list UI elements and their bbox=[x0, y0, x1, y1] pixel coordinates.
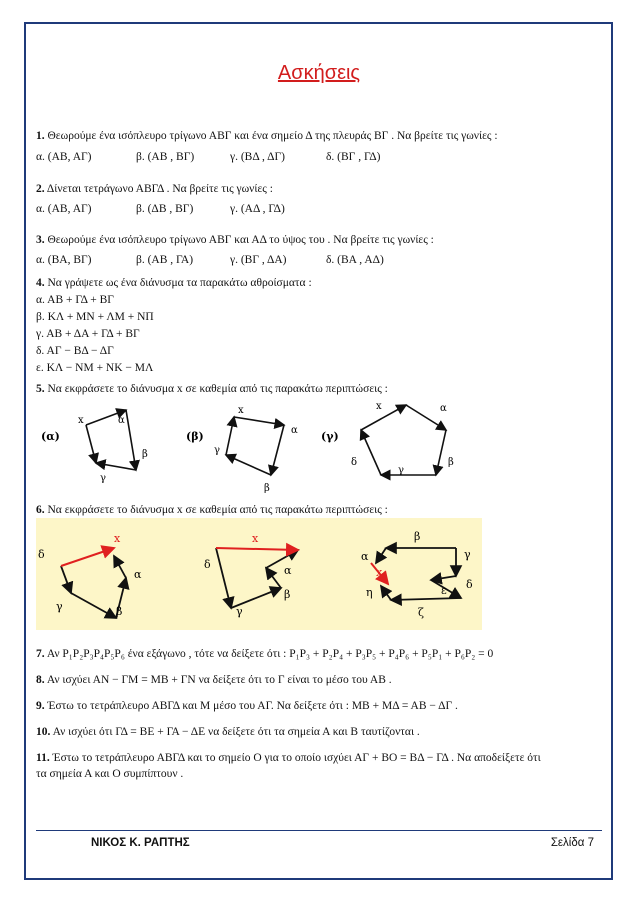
label-gamma: γ bbox=[56, 600, 63, 613]
sum-item: δ. ΑΓ − ΒΔ − ΔΓ bbox=[36, 345, 114, 357]
exercise-number: 5. bbox=[36, 383, 45, 395]
label-gamma: γ bbox=[100, 473, 106, 484]
exercise-text: Να εκφράσετε το διάνυσμα x σε καθεμία από τις παρακάτω περιπτώσεις : bbox=[47, 383, 388, 395]
figure-label-b: (β) bbox=[186, 430, 204, 443]
figure-6c bbox=[376, 548, 461, 600]
figure-a bbox=[86, 410, 136, 470]
label-delta: δ bbox=[466, 578, 473, 591]
item: α. (ΒΑ, ΒΓ) bbox=[36, 254, 92, 266]
footer-page-number: Σελίδα 7 bbox=[550, 837, 594, 849]
label-alpha: α bbox=[118, 415, 125, 426]
exercise-number: 7. bbox=[36, 648, 45, 660]
page-footer bbox=[36, 830, 602, 851]
exercise-5 bbox=[36, 382, 388, 396]
item: α. (ΑΒ, ΑΓ) bbox=[36, 151, 92, 163]
exercise-1 bbox=[36, 129, 498, 143]
label-epsilon: ε bbox=[441, 584, 447, 597]
exercise-3 bbox=[36, 233, 434, 247]
label-x: x bbox=[78, 415, 84, 426]
exercise-number: 10. bbox=[36, 726, 51, 738]
exercise-5-figures bbox=[36, 395, 496, 495]
exercise-6-figures bbox=[36, 518, 482, 630]
item: γ. (ΑΔ , ΓΔ) bbox=[230, 203, 285, 215]
item: β. (ΔΒ , ΒΓ) bbox=[136, 203, 194, 215]
label-beta: β bbox=[116, 605, 123, 618]
exercise-number: 2. bbox=[36, 183, 45, 195]
label-alpha: α bbox=[440, 403, 447, 414]
label-x: x bbox=[376, 566, 383, 579]
exercise-text: Έστω το τετράπλευρο ΑΒΓΔ και το σημείο Ο για το οποίο ισχύει ΑΓ + ΒΟ = ΒΔ − ΓΔ . Να αποδείξετε ότι bbox=[52, 752, 541, 764]
item: δ. (ΒΑ , ΑΔ) bbox=[326, 254, 384, 266]
item: γ. (ΒΓ , ΔΑ) bbox=[230, 254, 287, 266]
label-gamma: γ bbox=[236, 605, 243, 618]
item: β. (ΑΒ , ΓΑ) bbox=[136, 254, 194, 266]
label-x: x bbox=[114, 532, 121, 545]
exercise-number: 9. bbox=[36, 700, 45, 712]
footer-author: ΝΙΚΟΣ Κ. ΡΑΠΤΗΣ bbox=[91, 837, 190, 849]
exercise-7 bbox=[36, 647, 493, 661]
label-alpha: α bbox=[361, 550, 369, 563]
exercise-number: 6. bbox=[36, 504, 45, 516]
exercise-text: Έστω το τετράπλευρο ΑΒΓΔ και Μ μέσο του ΑΓ. Να δείξετε ότι : ΜΒ + ΜΔ = ΑΒ − ΔΓ . bbox=[47, 700, 458, 712]
sum-item: β. ΚΛ + ΜΝ + ΛΜ + ΝΠ bbox=[36, 311, 154, 323]
exercise-9 bbox=[36, 699, 458, 713]
label-beta: β bbox=[414, 530, 421, 543]
exercise-text: Αν ισχύει ΑΝ − ΓΜ = ΜΒ + ΓΝ να δείξετε ότι το Γ είναι το μέσο του ΑΒ . bbox=[46, 674, 392, 686]
sum-item: ε. ΚΛ − ΝΜ + ΝΚ − ΜΛ bbox=[36, 362, 154, 374]
exercise-text: Να γράψετε ως ένα διάνυσμα τα παρακάτω αθροίσματα : bbox=[47, 277, 312, 289]
label-delta: δ bbox=[204, 558, 211, 571]
exercise-number: 11. bbox=[36, 752, 50, 764]
red-vector-x bbox=[61, 548, 114, 566]
sum-item: α. ΑΒ + ΓΔ + ΒΓ bbox=[36, 294, 114, 306]
exercise-text: Θεωρούμε ένα ισόπλευρο τρίγωνο ΑΒΓ και ένα σημείο Δ της πλευράς ΒΓ . Να βρείτε τις γωνίες : bbox=[47, 130, 498, 142]
item: γ. (ΒΔ , ΔΓ) bbox=[230, 151, 285, 163]
exercise-10 bbox=[36, 725, 420, 739]
exercise-text: Να εκφράσετε το διάνυσμα x σε καθεμία από τις παρακάτω περιπτώσεις : bbox=[47, 504, 388, 516]
exercise-8 bbox=[36, 673, 392, 687]
item: β. (ΑΒ , ΒΓ) bbox=[136, 151, 195, 163]
label-beta: β bbox=[142, 449, 148, 460]
label-gamma: γ bbox=[398, 465, 404, 476]
label-alpha: α bbox=[134, 568, 142, 581]
label-beta: β bbox=[448, 457, 454, 468]
label-beta: β bbox=[284, 588, 291, 601]
label-x: x bbox=[252, 532, 259, 545]
label-x: x bbox=[238, 405, 244, 416]
exercise-4 bbox=[36, 276, 312, 290]
figure-label-a: (α) bbox=[41, 430, 60, 443]
exercise-text: Αν Ρ₁Ρ₂Ρ₃Ρ₄Ρ₅Ρ₆ ένα εξάγωνο , τότε να δείξετε ότι : Ρ₁Ρ₃ + Ρ₂Ρ₄ + Ρ₃Ρ₅ + Ρ₄Ρ₆ + Ρ₅Ρ₁ + Ρ₆Ρ₂ = 0 bbox=[46, 648, 494, 660]
exercise-text: Θεωρούμε ένα ισόπλευρο τρίγωνο ΑΒΓ και ΑΔ το ύψος του . Να βρείτε τις γωνίες : bbox=[47, 234, 434, 246]
label-delta: δ bbox=[38, 548, 45, 561]
item: δ. (ΒΓ , ΓΔ) bbox=[326, 151, 381, 163]
label-alpha: α bbox=[291, 425, 298, 436]
label-eta: η bbox=[366, 586, 373, 599]
label-zeta: ζ bbox=[418, 606, 424, 619]
page-title: Ασκήσεις bbox=[277, 62, 361, 84]
red-vector-x bbox=[216, 548, 298, 550]
exercise-11-cont: τα σημεία Α και Ο συμπίπτουν . bbox=[36, 768, 184, 780]
sum-item: γ. ΑΒ + ΔΑ + ΓΔ + ΒΓ bbox=[36, 328, 140, 340]
exercise-2 bbox=[36, 182, 273, 196]
exercise-number: 1. bbox=[36, 130, 45, 142]
label-gamma: γ bbox=[464, 548, 471, 561]
figure-b bbox=[226, 417, 284, 475]
exercise-text: Αν ισχύει ότι ΓΔ = ΒΕ + ΓΑ − ΔΕ να δείξετε ότι τα σημεία Α και Β ταυτίζονται . bbox=[52, 726, 420, 738]
label-gamma: γ bbox=[214, 445, 220, 456]
exercise-number: 4. bbox=[36, 277, 45, 289]
exercise-6 bbox=[36, 503, 388, 517]
exercise-text: Δίνεται τετράγωνο ΑΒΓΔ . Να βρείτε τις γωνίες : bbox=[46, 183, 273, 195]
label-beta: β bbox=[264, 483, 270, 494]
exercise-11 bbox=[36, 751, 541, 765]
label-alpha: α bbox=[284, 564, 292, 577]
item: α. (ΑΒ, ΑΓ) bbox=[36, 203, 92, 215]
label-x: x bbox=[376, 401, 382, 412]
exercise-6-svg bbox=[36, 518, 482, 630]
figure-label-c: (γ) bbox=[321, 430, 339, 443]
exercise-number: 8. bbox=[36, 674, 45, 686]
label-delta: δ bbox=[351, 457, 358, 468]
exercise-number: 3. bbox=[36, 234, 45, 246]
